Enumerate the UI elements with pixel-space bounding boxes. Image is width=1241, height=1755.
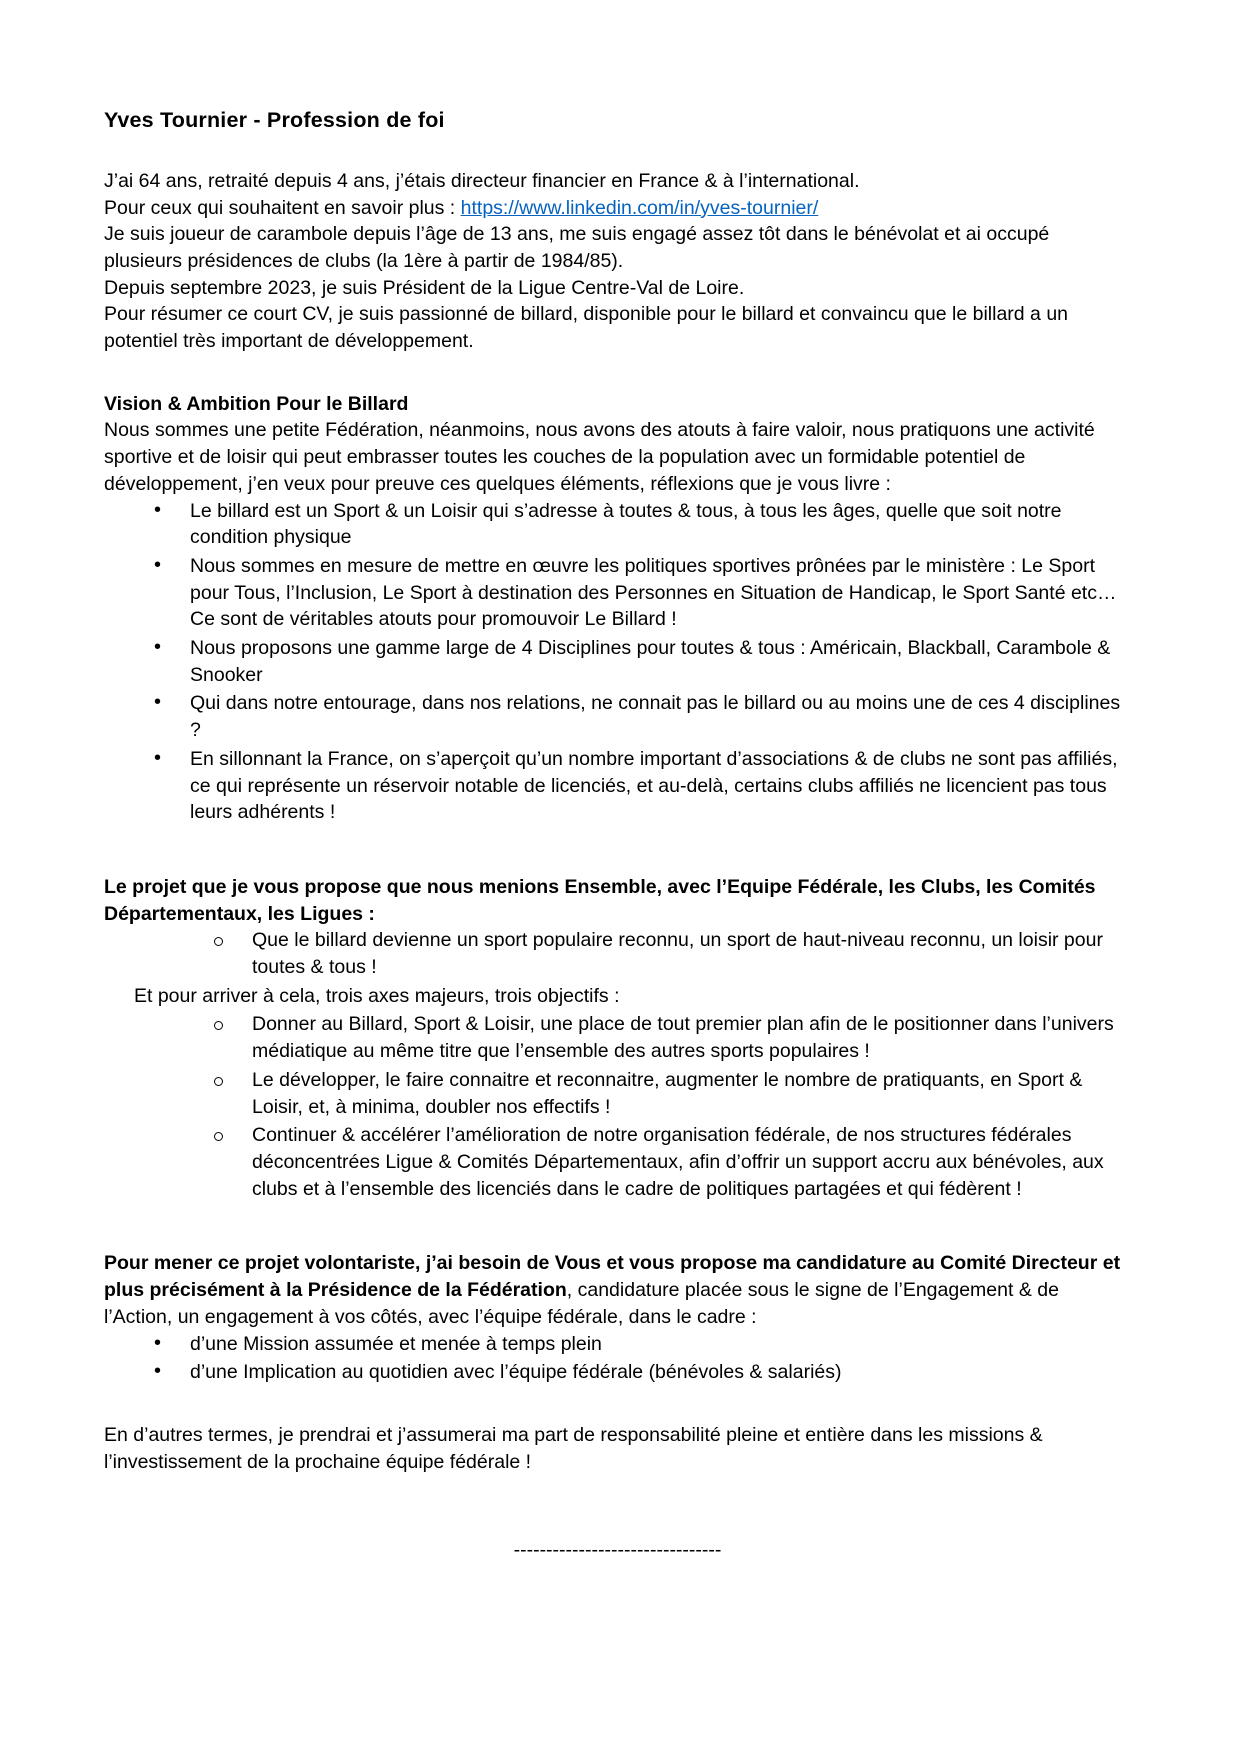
intro-line-3: Je suis joueur de carambole depuis l’âge de 13 ans, me suis engagé assez tôt dans le bénévolat et ai occupé plusieurs présidences de clubs (la 1ère à partir de 1984/85). (104, 223, 1050, 272)
list-item: • Qui dans notre entourage, dans nos relations, ne connait pas le billard ou au moins une de ces 4 disciplines ? (146, 690, 1131, 743)
list-item: Donner au Billard, Sport & Loisir, une place de tout premier plan afin de le positionner dans l’univers médiatique au même titre que l’ensemble des autres sports populaires ! (208, 1011, 1131, 1064)
page-title: Yves Tournier - Profession de foi (104, 108, 445, 132)
intro-block (104, 168, 1131, 355)
closing-block (104, 1422, 1131, 1475)
list-item: • Le billard est un Sport & un Loisir qui s’adresse à toutes & tous, à tous les âges, quelle que soit notre condition physique (146, 498, 1131, 551)
list-item: • Nous proposons une gamme large de 4 Disciplines pour toutes & tous : Américain, Blackball, Carambole & Snooker (146, 635, 1131, 688)
spacer (104, 1224, 1131, 1250)
linkedin-profile-link[interactable]: https://www.linkedin.com/in/yves-tournier/ (460, 196, 819, 219)
list-item: • d’une Mission assumée et menée à temps plein (146, 1331, 1131, 1358)
list-item: • Nous sommes en mesure de mettre en œuvre les politiques sportives prônées par le ministère : Le Sport pour Tous, l’Inclusion, Le Sport à destination des Personnes en Situation de Handicap, le Sport Santé etc… Ce sont de véritables atouts pour promouvoir Le Billard ! (146, 553, 1131, 633)
projet-first-list (104, 927, 1131, 980)
candidature-bullet-list (104, 1331, 1131, 1386)
divider-dashes: -------------------------------- (513, 1539, 722, 1562)
projet-bridge-text: Et pour arriver à cela, trois axes majeurs, trois objectifs : (134, 984, 620, 1007)
intro-line-1: J’ai 64 ans, retraité depuis 4 ans, j’étais directeur financier en France & à l’international. (104, 169, 860, 192)
candidature-normal-text: , candidature placée sous le signe de l’Engagement & de l’Action, un engagement à vos côtés, avec l’équipe fédérale, dans le cadre : (104, 1279, 1059, 1328)
projet-heading: Le projet que je vous propose que nous menions Ensemble, avec l’Equipe Fédérale, les Clubs, les Comités Départementaux, les Ligues : (104, 875, 1096, 925)
list-item: Le développer, le faire connaitre et reconnaitre, augmenter le nombre de pratiquants, en Sport & Loisir, et, à minima, doubler nos effectifs ! (208, 1067, 1131, 1120)
list-item: • En sillonnant la France, on s’aperçoit qu’un nombre important d’associations & de clubs ne sont pas affiliés, ce qui représente un réservoir notable de licenciés, et au-delà, certains clubs affiliés ne licencient pas tous leurs adhérents ! (146, 746, 1131, 826)
candidature-bold-text: Pour mener ce projet volontariste, j’ai besoin de Vous et vous propose ma candidature au Comité Directeur et plus précisément à la Présidence de la Fédération (104, 1252, 1121, 1302)
spacer (104, 377, 1131, 391)
list-item: Continuer & accélérer l’amélioration de notre organisation fédérale, de nos structures fédérales déconcentrées Ligue & Comités Départementaux, afin d’offrir un support accru aux bénévoles, aux clubs et à l’ensemble des licenciés dans le cadre de politiques partagées et qui fédèrent ! (208, 1122, 1131, 1202)
projet-section (104, 874, 1131, 1202)
intro-line-5: Pour résumer ce court CV, je suis passionné de billard, disponible pour le billard et convaincu que le billard a un potentiel très important de développement. (104, 303, 1069, 353)
intro-line-2 (104, 195, 1131, 222)
intro-line-2-prefix: Pour ceux qui souhaitent en savoir plus : (104, 196, 461, 219)
intro-line-4: Depuis septembre 2023, je suis Président de la Ligue Centre-Val de Loire. (104, 276, 745, 299)
vision-paragraph: Nous sommes une petite Fédération, néanmoins, nous avons des atouts à faire valoir, nous pratiquons une activité sportive et de loisir qui peut embrasser toutes les couches de la population avec un formidable potentiel de développement, j’en veux pour preuve ces quelques éléments, réflexions que je vous livre : (104, 419, 1095, 495)
vision-section (104, 391, 1131, 826)
projet-objectives-list (104, 1011, 1131, 1202)
footer-divider (104, 1539, 1131, 1562)
list-item: • d’une Implication au quotidien avec l’équipe fédérale (bénévoles & salariés) (146, 1359, 1131, 1386)
list-item: Que le billard devienne un sport populaire reconnu, un sport de haut-niveau reconnu, un loisir pour toutes & tous ! (208, 927, 1131, 980)
candidature-paragraph (104, 1250, 1131, 1330)
vision-heading: Vision & Ambition Pour le Billard (104, 392, 409, 415)
spacer (104, 848, 1131, 874)
candidature-section (104, 1250, 1131, 1386)
vision-bullet-list (104, 498, 1131, 826)
closing-paragraph: En d’autres termes, je prendrai et j’assumerai ma part de responsabilité pleine et entière dans les missions & l’investissement de la prochaine équipe fédérale ! (104, 1423, 1043, 1473)
spacer (104, 1408, 1131, 1422)
